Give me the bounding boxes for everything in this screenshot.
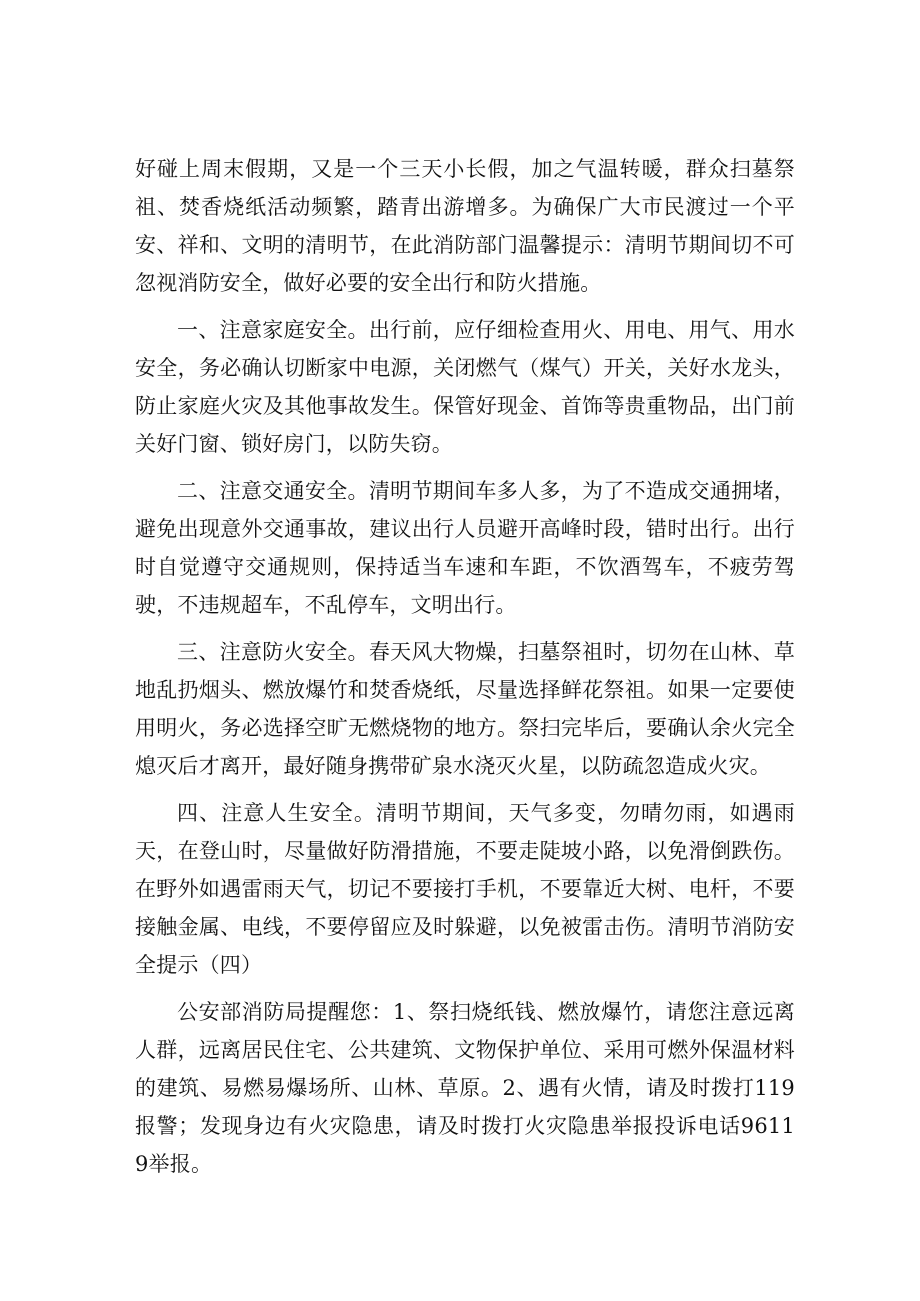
- paragraph-home-safety: 一、注意家庭安全。出行前，应仔细检查用火、用电、用气、用水安全，务必确认切断家中电源，关闭燃气（煤气）开关，关好水龙头，防止家庭火灾及其他事故发生。保管好现金、首饰等贵重物品，出门前关好门窗、锁好房门，以防失窃。: [135, 318, 795, 456]
- paragraph-fire-safety: 三、注意防火安全。春天风大物燥，扫墓祭祖时，切勿在山林、草地乱扔烟头、燃放爆竹和焚香烧纸，尽量选择鲜花祭祖。如果一定要使用明火，务必选择空旷无燃烧物的地方。祭扫完毕后，要确认余火完全熄灭后才离开，最好随身携带矿泉水浇灭火星，以防疏忽造成火灾。: [135, 640, 795, 778]
- paragraph-intro: 好碰上周末假期，又是一个三天小长假，加之气温转暖，群众扫墓祭祖、焚香烧纸活动频繁，踏青出游增多。为确保广大市民渡过一个平安、祥和、文明的清明节，在此消防部门温馨提示：清明节期间切不可忽视消防安全，做好必要的安全出行和防火措施。: [135, 157, 795, 295]
- document-body: [135, 150, 795, 1192]
- paragraph-personal-safety: 四、注意人生安全。清明节期间，天气多变，勿晴勿雨，如遇雨天，在登山时，尽量做好防滑措施，不要走陡坡小路，以免滑倒跌伤。在野外如遇雷雨天气，切记不要接打手机，不要靠近大树、电杆，不要接触金属、电线，不要停留应及时躲避，以免被雷击伤。清明节消防安全提示（四）: [135, 801, 795, 977]
- paragraph-fire-bureau-reminder: 公安部消防局提醒您：1、祭扫烧纸钱、燃放爆竹，请您注意远离人群，远离居民住宅、公共建筑、文物保护单位、采用可燃外保温材料的建筑、易燃易爆场所、山林、草原。2、遇有火情，请及时拨打119报警；发现身边有火灾隐患，请及时拨打火灾隐患举报投诉电话96119举报。: [135, 1000, 795, 1176]
- paragraph-traffic-safety: 二、注意交通安全。清明节期间车多人多，为了不造成交通拥堵，避免出现意外交通事故，建议出行人员避开高峰时段，错时出行。出行时自觉遵守交通规则，保持适当车速和车距，不饮酒驾车，不疲劳驾驶，不违规超车，不乱停车，文明出行。: [135, 479, 795, 617]
